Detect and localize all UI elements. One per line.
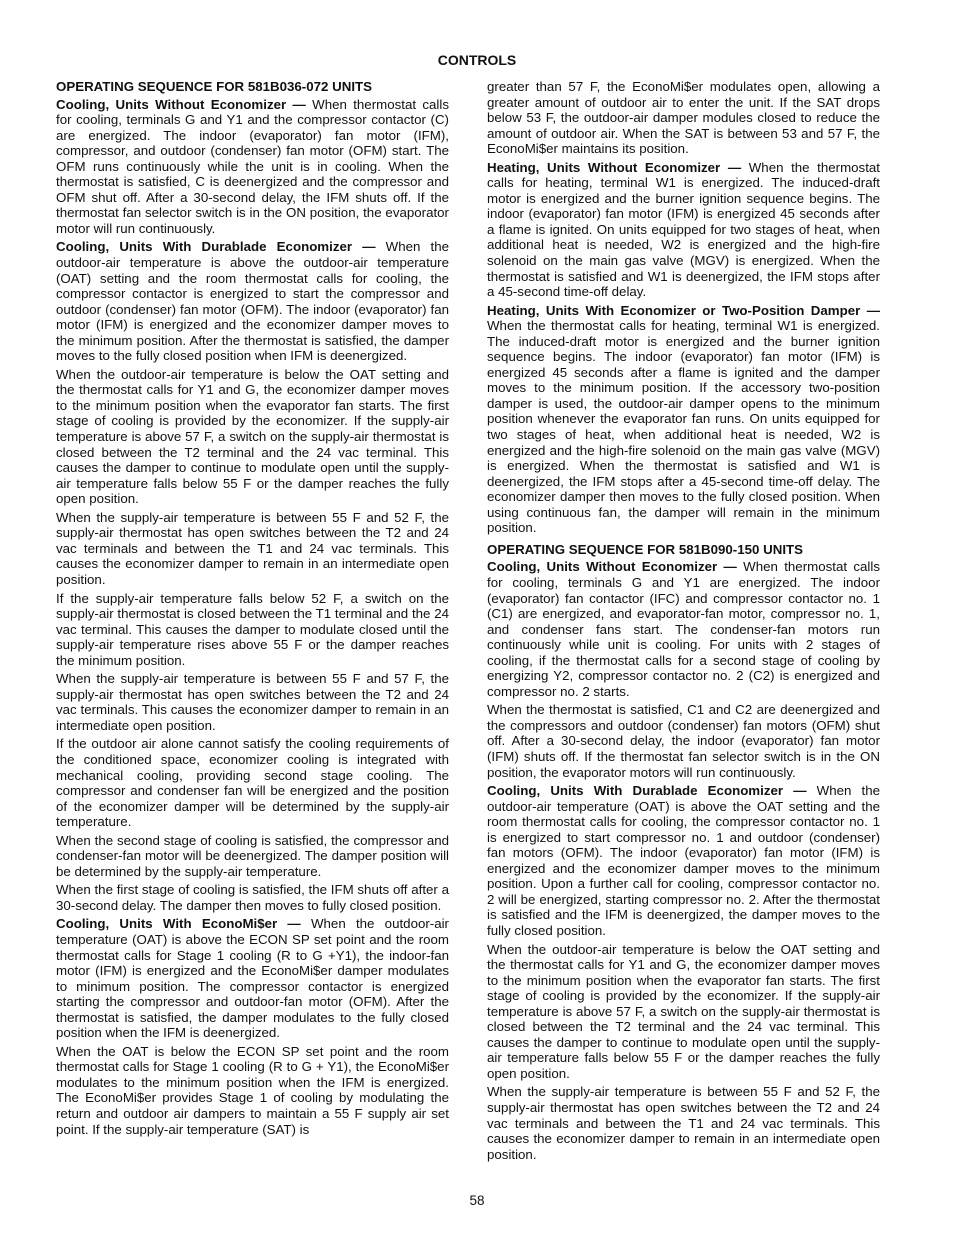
paragraph-heading: Cooling, Units With Durablade Economizer — xyxy=(56,239,376,255)
paragraph-text: When the supply-air temperature is between 55 F and 57 F, the supply-air thermostat has open switches between the T2 and 24 vac terminals. This causes the economizer damper to remain in an intermediate open position. xyxy=(56,671,449,733)
paragraph-text: When thermostat calls for cooling, terminals G and Y1 and the compressor contactor (C) are energized. The indoor (evaporator) fan motor (IFM), compressor, and outdoor (condenser) fan motor (OFM) start. The OFM runs continuously while the unit is in cooling. When the thermostat is satisfied, C is deenergized and the compressor and OFM shut off. After a 30-second delay, the IFM shuts off. If the thermostat fan selector switch is in the ON position, the evaporator motor will run continuously. xyxy=(56,96,449,236)
paragraph-text: When the thermostat calls for heating, terminal W1 is energized. The induced-draft motor is energized and the burner ignition sequence begins. The indoor (evaporator) fan motor (IFM) is energized 45 seconds after a flame is ignited and the damper moves to the minimum position. If the accessory two-position damper is used, the outdoor-air damper opens to the minimum position whenever the evaporator fan runs. On units equipped for two stages of heat, when additional heat is needed, W2 is energized and the high-fire solenoid on the main gas valve (MGV) is energized. When the thermostat is satisfied and W1 is deenergized, the IFM stops after a 45-second time-off delay. The economizer damper then moves to the fully closed position. When using continuous fan, the damper will remain in the minimum position. xyxy=(487,318,880,536)
paragraph-text: When the first stage of cooling is satisfied, the IFM shuts off after a 30-second delay. The damper then moves to fully closed position. xyxy=(56,882,449,913)
page-number: 58 xyxy=(469,1193,485,1208)
paragraph xyxy=(56,591,449,669)
paragraph-heading: Cooling, Units With EconoMi$er — xyxy=(56,916,301,932)
paragraph-heading: Heating, Units Without Economizer — xyxy=(487,159,742,175)
paragraph xyxy=(56,1044,449,1137)
paragraph-list xyxy=(56,97,449,1138)
paragraph-text: When the thermostat calls for heating, terminal W1 is energized. The induced-draft motor is energized and the burner ignition sequence begins. The indoor (evaporator) fan motor (IFM) is energized 45 seconds after a flame is ignited. On units equipped for two stages of heat, when additional heat is needed, W2 is energized and the high-fire solenoid on the main gas valve (MGV) is energized. When the thermostat is satisfied and W1 is deenergized, the IFM stops after a 45-second time-off delay. xyxy=(487,159,880,300)
paragraph xyxy=(56,736,449,829)
paragraph xyxy=(56,916,449,1040)
paragraph-text: When the outdoor-air temperature (OAT) is above the OAT setting and the room thermostat calls for cooling, the compressor contactor no. 1 is energized to start compressor no. 1 and outdoor (condenser) fan motors (OFM). The indoor (evaporator) fan motor (IFM) is energized and the economizer damper moves to the minimum position. Upon a further call for cooling, compressor contactor no. 2 will be energized, starting compressor no. 2. After the thermostat is satisfied and the IFM is deenergized, the damper moves to the fully closed position. xyxy=(487,783,881,938)
paragraph xyxy=(56,833,449,880)
paragraph-heading: Cooling, Units Without Economizer — xyxy=(56,96,306,112)
paragraph-text: When thermostat calls for cooling, terminals G and Y1 are energized. The indoor (evaporator) fan contactor (IFC) and compressor contactor no. 1 (C1) are energized, and evaporator-fan motor, compressor no. 1, and condenser fans start. The condenser-fan motors run continuously while unit is cooling. For units with 2 stages of cooling, if the thermostat calls for a second stage of cooling by energizing Y2, compressor contactor no. 2 (C2) is energized and compressor no. 2 starts. xyxy=(487,559,880,699)
paragraph xyxy=(487,79,880,157)
paragraph-text: When the outdoor-air temperature is above the outdoor-air temperature (OAT) setting and the room thermostat calls for cooling, the compressor contactor is energized to start the compressor and outdoor (condenser) fan motor (OFM). The indoor (evaporator) fan motor (IFM) is energized and the economizer damper moves to the minimum position. After the thermostat is satisfied, the damper moves to the fully closed position when IFM is deenergized. xyxy=(56,239,450,364)
paragraph-text: When the outdoor-air temperature is below the OAT setting and the thermostat calls for Y1 and G, the economizer damper moves to the minimum position when the evaporator fan starts. The first stage of cooling is provided by the economizer. If the supply-air temperature is above 57 F, a switch on the supply-air thermostat is closed between the T2 terminal and the 24 vac terminal. This causes the damper to continue to modulate open until the supply-air temperature falls below 55 F or the damper reaches the fully open position. xyxy=(487,941,880,1081)
paragraph xyxy=(487,160,880,300)
paragraph-list xyxy=(487,79,880,536)
paragraph-list xyxy=(487,559,880,1162)
paragraph-text: If the outdoor air alone cannot satisfy the cooling requirements of the conditioned space, economizer cooling is integrated with mechanical cooling, providing second stage cooling. The compressor and condenser fan will be energized and the position of the economizer damper will be determined by the supply-air temperature. xyxy=(56,736,449,830)
paragraph xyxy=(56,510,449,588)
paragraph-text: When the supply-air temperature is between 55 F and 52 F, the supply-air thermostat has open switches between the T2 and 24 vac terminals and between the T1 and 24 vac terminals. This causes the economizer damper to remain in an intermediate open position. xyxy=(487,1084,880,1162)
right-column xyxy=(487,79,880,1165)
paragraph-heading: Cooling, Units Without Economizer — xyxy=(487,559,737,575)
paragraph-text: When the outdoor-air temperature (OAT) is above the ECON SP set point and the room thermostat calls for Stage 1 cooling (R to G +Y1), the indoor-fan motor (IFM) is energized and the EconoMi$er damper modulates to minimum position. The compressor contactor is energized starting the compressor and outdoor-fan motor (OFM). After the thermostat is satisfied, the damper modulates to the fully closed position when the IFM is deenergized. xyxy=(56,916,449,1041)
paragraph xyxy=(487,783,880,938)
paragraph-text: When the thermostat is satisfied, C1 and C2 are deenergized and the compressors and outdoor (condenser) fan motors (OFM) shut off. After a 30-second delay, the indoor (evaporator) fan motor (IFM) shuts off. If the thermostat fan selector switch is in the ON position, the evaporator motors will run continuously. xyxy=(487,702,880,780)
paragraph-text: When the OAT is below the ECON SP set point and the room thermostat calls for Stage 1 cooling (R to G + Y1), the EconoMi$er modulates to the minimum position when the IFM is energized. The EconoMi$er provides Stage 1 of cooling by modulating the return and outdoor air dampers to maintain a 55 F supply air set point. If the supply-air temperature (SAT) is xyxy=(56,1043,449,1137)
paragraph-text: If the supply-air temperature falls below 52 F, a switch on the supply-air thermostat is closed between the T1 terminal and the 24 vac terminal. This causes the damper to modulate closed until the supply-air temperature rises above 55 F or the damper reaches the minimum position. xyxy=(56,590,449,668)
paragraph-heading: Heating, Units With Economizer or Two-Position Damper — xyxy=(487,302,880,318)
paragraph xyxy=(487,702,880,780)
paragraph xyxy=(56,671,449,733)
paragraph-heading: Cooling, Units With Durablade Economizer — xyxy=(487,783,807,799)
paragraph-text: When the second stage of cooling is satisfied, the compressor and condenser-fan motor will be deenergized. The damper position will be determined by the supply-air temperature. xyxy=(56,832,449,879)
paragraph xyxy=(56,367,449,507)
paragraph xyxy=(56,882,449,913)
section-title: OPERATING SEQUENCE FOR 581B036-072 UNITS xyxy=(56,79,373,94)
paragraph xyxy=(487,303,880,536)
left-column xyxy=(56,79,449,1140)
paragraph xyxy=(56,97,449,237)
paragraph xyxy=(487,942,880,1082)
paragraph xyxy=(487,559,880,699)
paragraph-text: When the supply-air temperature is between 55 F and 52 F, the supply-air thermostat has open switches between the T2 and 24 vac terminals and between the T1 and 24 vac terminals. This causes the economizer damper to remain in an intermediate open position. xyxy=(56,509,449,587)
paragraph-text: greater than 57 F, the EconoMi$er modulates open, allowing a greater amount of outdoor air to enter the unit. If the SAT drops below 53 F, the outdoor-air damper modules closed to reduce the amount of outdoor air. When the SAT is between 53 and 57 F, the EconoMi$er maintains its position. xyxy=(487,79,880,157)
paragraph xyxy=(487,1084,880,1162)
page-title: CONTROLS xyxy=(437,52,517,68)
paragraph xyxy=(56,239,449,363)
section-title: OPERATING SEQUENCE FOR 581B090-150 UNITS xyxy=(487,541,804,557)
paragraph-text: When the outdoor-air temperature is below the OAT setting and the thermostat calls for Y1 and G, the economizer damper moves to the minimum position when the evaporator fan starts. The first stage of cooling is provided by the economizer. If the supply-air temperature is above 57 F, a switch on the supply-air thermostat is closed between the T2 terminal and the 24 vac terminal. This causes the damper to continue to modulate open until the supply-air temperature falls below 55 F or the damper reaches the fully open position. xyxy=(56,366,449,507)
